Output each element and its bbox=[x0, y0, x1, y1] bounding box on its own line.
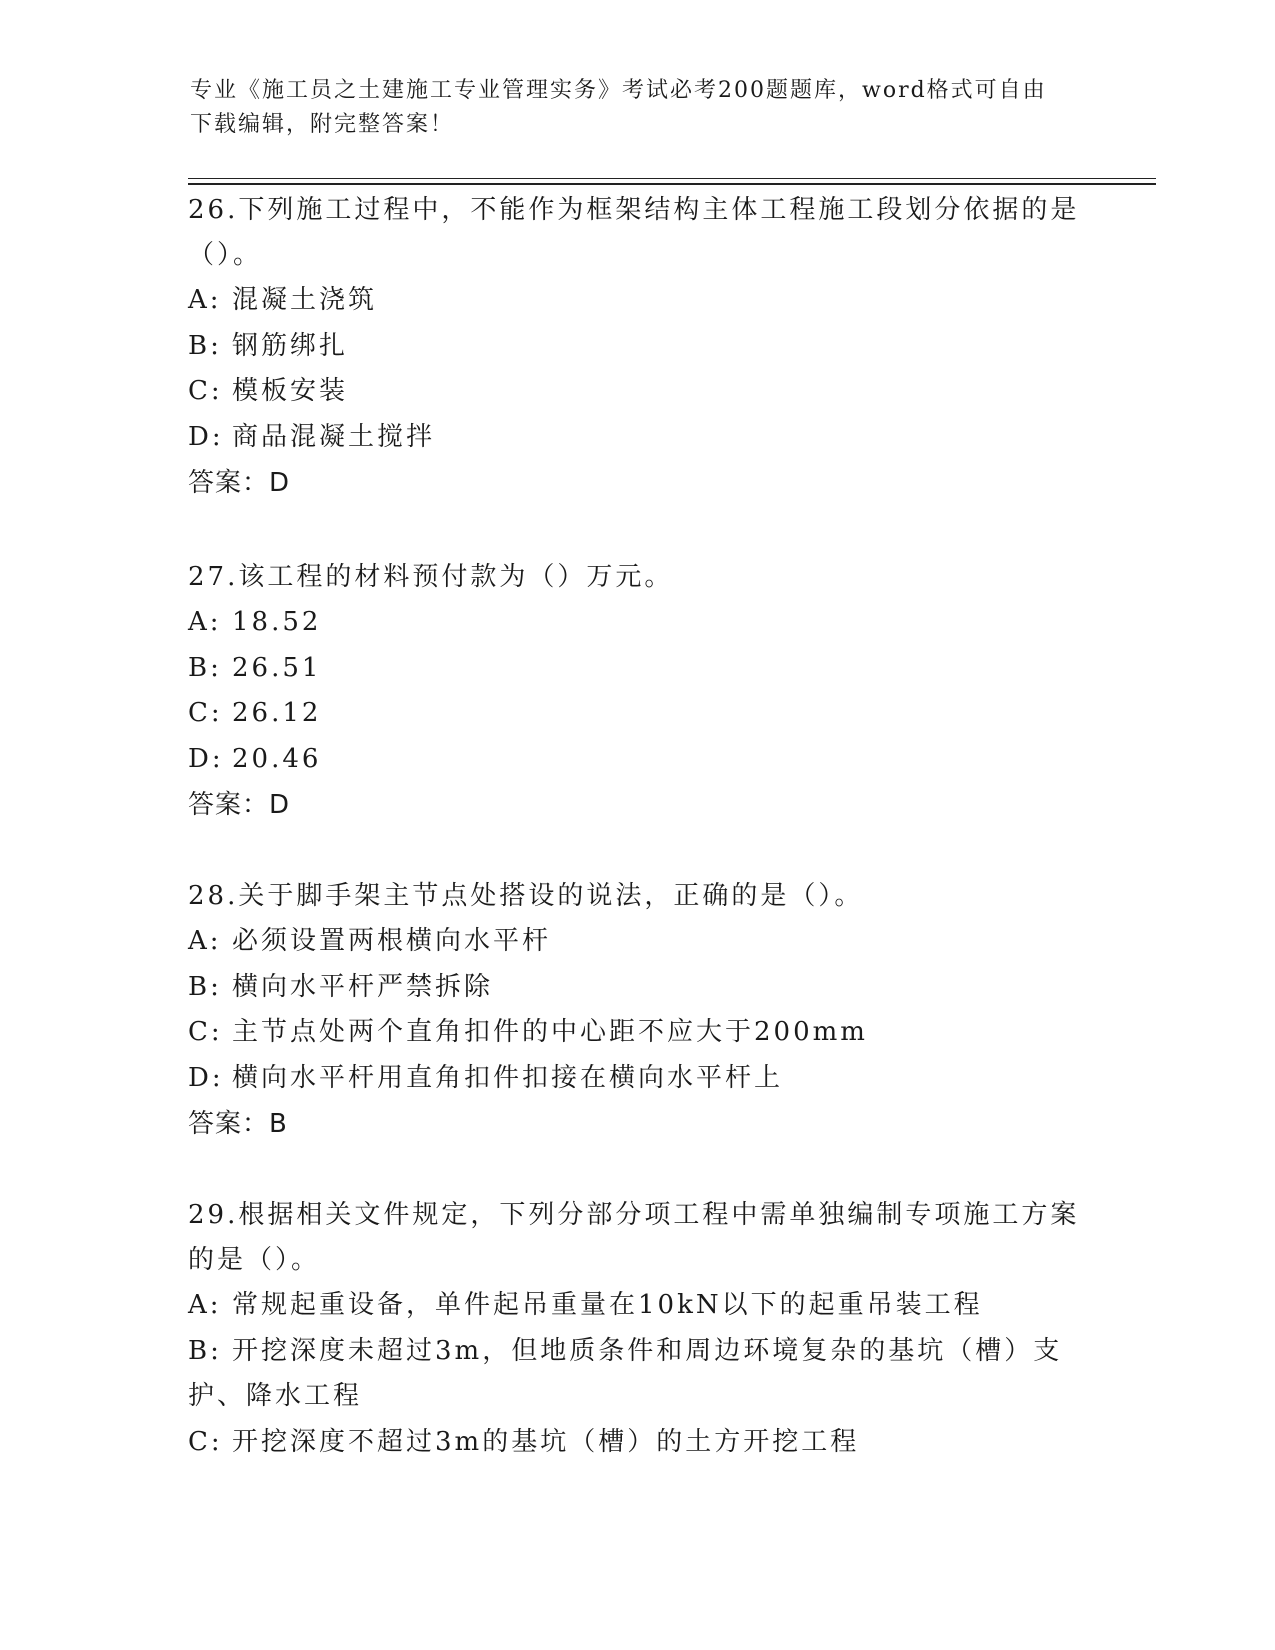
option-text: 商品混凝土搅拌 bbox=[232, 421, 436, 452]
option-key: D: bbox=[188, 1062, 224, 1093]
option-a bbox=[188, 919, 1088, 965]
option-b bbox=[188, 646, 1088, 692]
option-a bbox=[188, 600, 1088, 646]
option-a bbox=[188, 1283, 1088, 1329]
option-c bbox=[188, 691, 1088, 737]
option-b bbox=[188, 1329, 1088, 1420]
question-stem: 29.根据相关文件规定，下列分部分项工程中需单独编制专项施工方案的是（）。 bbox=[188, 1200, 1080, 1275]
option-key: C: bbox=[188, 1017, 223, 1047]
option-key: B: bbox=[188, 971, 222, 1002]
option-key: C: bbox=[188, 376, 223, 406]
option-text: 开挖深度未超过3m，但地质条件和周边环境复杂的基坑（槽）支护、降水工程 bbox=[188, 1335, 1063, 1411]
option-c bbox=[188, 1010, 1088, 1056]
answer-text: 答案：D bbox=[188, 790, 291, 820]
option-text: 开挖深度不超过3m的基坑（槽）的土方开挖工程 bbox=[232, 1426, 860, 1457]
question-stem: 26.下列施工过程中，不能作为框架结构主体工程施工段划分依据的是（）。 bbox=[188, 195, 1080, 270]
option-text: 模板安装 bbox=[232, 376, 349, 406]
option-key: B: bbox=[188, 330, 222, 361]
option-key: B: bbox=[188, 1335, 222, 1366]
option-c bbox=[188, 1420, 1088, 1466]
option-b bbox=[188, 324, 1088, 370]
option-key: A: bbox=[188, 926, 222, 956]
option-d bbox=[188, 415, 1088, 461]
option-a bbox=[188, 278, 1088, 324]
option-text: 横向水平杆用直角扣件扣接在横向水平杆上 bbox=[232, 1062, 784, 1093]
option-text: 常规起重设备，单件起吊重量在10kN以下的起重吊装工程 bbox=[232, 1290, 983, 1320]
option-key: A: bbox=[188, 1290, 222, 1320]
option-key: A: bbox=[188, 285, 222, 315]
option-key: C: bbox=[188, 1426, 223, 1457]
option-key: D: bbox=[188, 743, 224, 774]
option-b bbox=[188, 965, 1088, 1011]
option-c bbox=[188, 369, 1088, 415]
header-divider-thin bbox=[188, 178, 1156, 179]
option-text: 26.12 bbox=[232, 698, 322, 728]
option-d bbox=[188, 1056, 1088, 1102]
option-key: B: bbox=[188, 652, 222, 683]
option-key: D: bbox=[188, 421, 224, 452]
question-26 bbox=[188, 188, 1088, 506]
question-stem: 28.关于脚手架主节点处搭设的说法，正确的是（）。 bbox=[188, 881, 864, 911]
question-27 bbox=[188, 555, 1088, 828]
answer-text: 答案：D bbox=[188, 468, 291, 498]
option-text: 26.51 bbox=[232, 652, 322, 683]
question-28 bbox=[188, 874, 1088, 1147]
option-key: A: bbox=[188, 607, 222, 637]
option-text: 18.52 bbox=[232, 607, 322, 637]
question-stem: 27.该工程的材料预付款为（）万元。 bbox=[188, 562, 674, 592]
option-text: 钢筋绑扎 bbox=[232, 330, 349, 361]
option-d bbox=[188, 737, 1088, 783]
option-text: 混凝土浇筑 bbox=[232, 285, 378, 315]
question-29 bbox=[188, 1193, 1088, 1465]
option-key: C: bbox=[188, 698, 223, 728]
option-text: 主节点处两个直角扣件的中心距不应大于200mm bbox=[232, 1017, 868, 1047]
option-text: 20.46 bbox=[232, 743, 322, 774]
option-text: 横向水平杆严禁拆除 bbox=[232, 971, 494, 1002]
answer-text: 答案：B bbox=[188, 1109, 288, 1139]
option-text: 必须设置两根横向水平杆 bbox=[232, 926, 552, 956]
header-divider-thick bbox=[188, 183, 1156, 185]
document-header: 专业《施工员之土建施工专业管理实务》考试必考200题题库，word格式可自由下载编辑，附完整答案！ bbox=[190, 78, 1047, 137]
